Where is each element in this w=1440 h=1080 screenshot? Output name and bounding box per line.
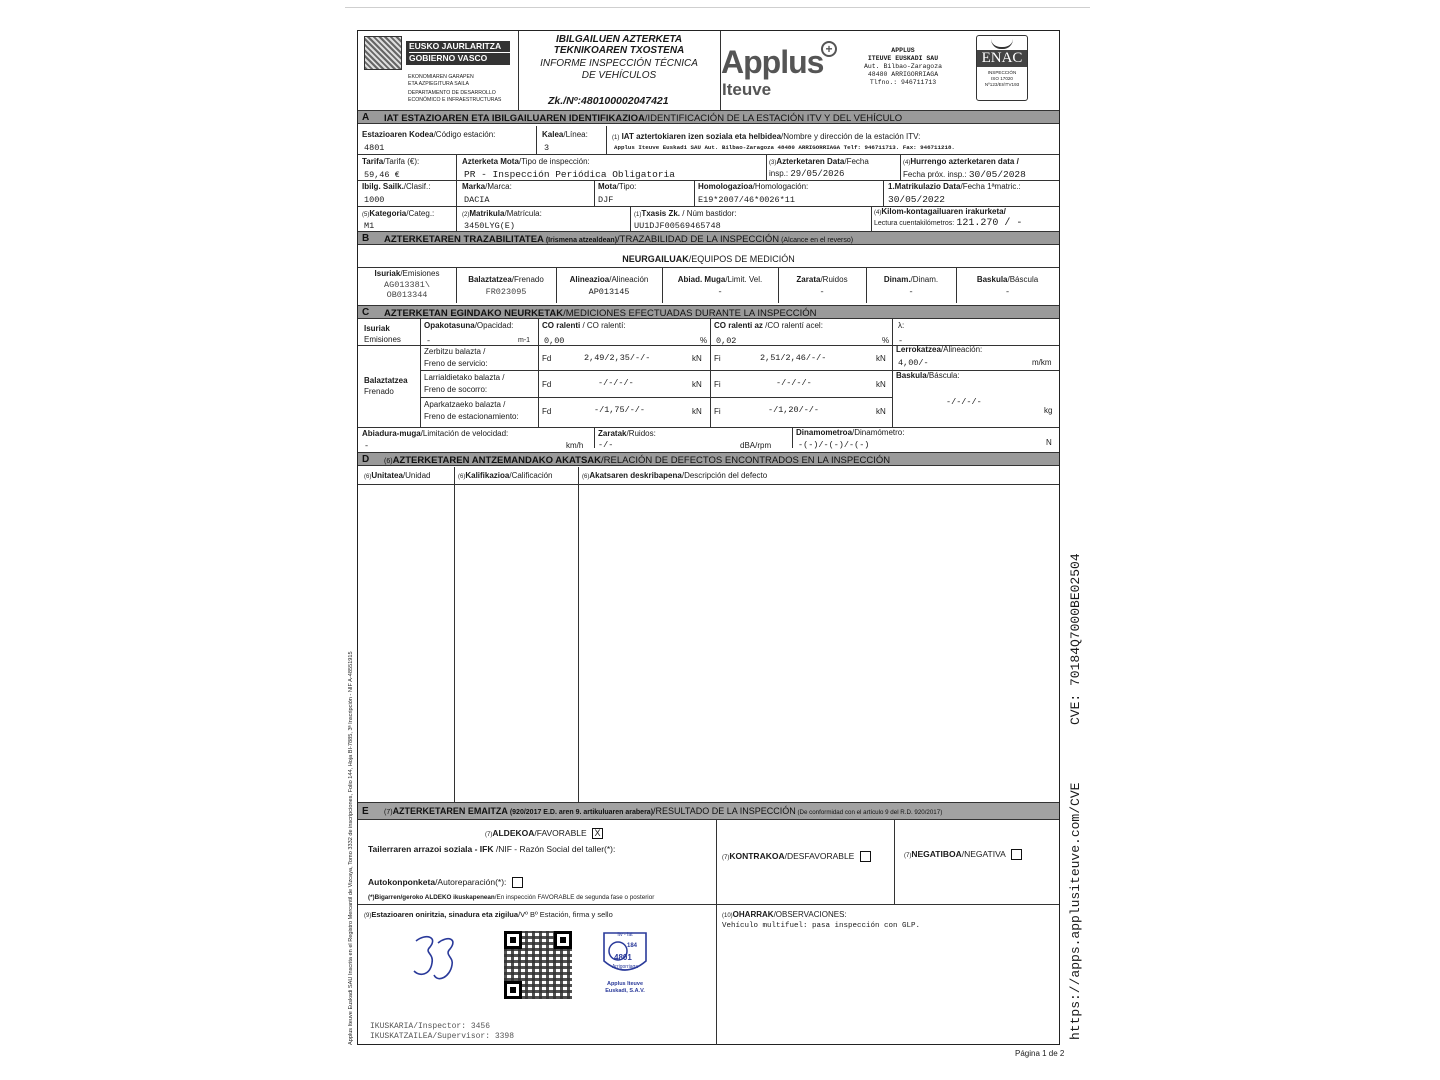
make-value: DACIA xyxy=(464,195,490,205)
section-a-letter: A xyxy=(362,112,370,123)
inspection-date-label: (3)Azterketaren Data/Fecha xyxy=(769,157,869,166)
gov-line1: EUSKO JAURLARITZA xyxy=(409,41,510,53)
station-name-value: Applus Iteuve Euskadi SAU Aut. Bilbao-Zaragoza 48480 ARRIGORRIAGA Telf: 946711713. Fax: 946711218. xyxy=(614,144,955,151)
km-label: (4)Kilom-kontagailuaren irakurketa/ xyxy=(874,207,1006,216)
homolog-label: Homologazioa/Homologación: xyxy=(698,182,809,191)
line-value: 3 xyxy=(544,143,550,153)
section-b-bar xyxy=(358,231,1059,245)
enac-details xyxy=(977,70,1027,88)
eq-dyn-label: Dinam./Dinam. xyxy=(883,275,939,284)
service-fd-label: Fd xyxy=(542,354,552,363)
parking-fd-value: -/1,75/-/- xyxy=(594,405,646,415)
scan-edge-line xyxy=(345,7,1090,8)
company-1: APPLUS xyxy=(891,47,915,54)
lambda-label: λ: xyxy=(898,321,905,330)
company-4: 48480 ARRIGORRIAGA xyxy=(867,71,939,78)
service-fd-value: 2,49/2,35/-/- xyxy=(584,353,651,363)
equipment-title: NEURGAILUAK/EQUIPOS DE MEDICIÓN xyxy=(622,254,795,264)
stamp-num1: 184 xyxy=(627,943,638,949)
parking-brake-label-es: Freno de estacionamiento: xyxy=(424,412,519,421)
speed-limit-label: Abiadura-muga/Limitación de velocidad: xyxy=(362,429,509,438)
section-c-letter: C xyxy=(362,307,370,318)
url-side-text[interactable] xyxy=(1068,783,1083,1040)
scale-unit: kg xyxy=(1044,406,1053,415)
eq-scale-label: Baskula/Báscula xyxy=(976,275,1039,284)
signature-icon xyxy=(408,931,464,989)
cve-side-text xyxy=(1068,553,1083,725)
emergency-fd-value: -/-/-/- xyxy=(598,378,634,388)
applus-logo xyxy=(721,39,841,103)
c-brake-label-eu: Balaztatzea xyxy=(364,376,408,385)
registration-date-label: 1.Matrikulazio Data/Fecha 1ªmatric.: xyxy=(888,182,1021,191)
plus-sign: + xyxy=(825,42,833,56)
defects-unit-header: (6)Unitatea/Unidad xyxy=(364,471,431,480)
opacity-label: Opakotasuna/Opacidad: xyxy=(424,321,514,330)
gov-dept xyxy=(408,74,501,103)
company-address xyxy=(843,47,963,87)
observations-label: (10)OHARRAK/OBSERVACIONES: xyxy=(722,910,847,919)
service-fi-unit: kN xyxy=(876,354,886,363)
emergency-brake-label-eu: Larrialdietako balazta / xyxy=(424,373,505,382)
eq-dyn-value: - xyxy=(908,287,914,297)
c-brake-label-es: Frenado xyxy=(364,387,394,396)
plate-value: 3450LYG(E) xyxy=(464,221,516,231)
next-date-row: Fecha próx. insp.: 30/05/2028 xyxy=(903,169,1026,180)
alignment-label: Lerrokatzea/Alineación: xyxy=(896,345,983,354)
noise-label: Zaratak/Ruidos: xyxy=(598,429,656,438)
section-e-bar xyxy=(358,802,1059,820)
section-a-title xyxy=(384,113,902,124)
self-repair-checkbox[interactable] xyxy=(512,877,523,888)
tariff-value: 59,46 € xyxy=(364,170,400,180)
alignment-unit: m/km xyxy=(1032,358,1052,367)
title-eu-2: TEKNIKOAREN TXOSTENA xyxy=(553,45,685,56)
inspection-type-value: PR - Inspección Periódica Obligatoria xyxy=(464,169,675,180)
eq-emissions-1: AG013381\ xyxy=(384,280,430,290)
inspector-id: IKUSKARIA/Inspector: 3456 xyxy=(370,1022,491,1031)
defects-qual-header: (6)Kalifikazioa/Calificación xyxy=(458,471,553,480)
model-label: Mota/Tipo: xyxy=(598,182,637,191)
defects-desc-header: (6)Akatsaren deskribapena/Descripción del defecto xyxy=(582,471,768,480)
c-emissions-label-eu: Isuriak xyxy=(364,324,390,333)
section-e-letter: E xyxy=(362,806,369,817)
vin-value: UU1DJF00569465748 xyxy=(634,221,721,231)
dynamometer-label: Dinamometroa/Dinamómetro: xyxy=(796,428,905,437)
favorable-checkbox[interactable]: X xyxy=(592,828,603,839)
co-unit: % xyxy=(700,336,708,345)
km-value: 121.270 / - xyxy=(956,218,1023,229)
station-code-value: 4801 xyxy=(364,143,385,153)
service-fi-label: Fi xyxy=(714,354,721,363)
enac-emblem-icon xyxy=(991,39,1013,49)
eq-align-value: AP013145 xyxy=(588,287,630,297)
registry-text: Applus Iteuve Euskadi SAU Inscrita en el Registro Mercantil de Vizcaya, Tomo 3332 de inscripciones, Folio 144, Hoja BI-7885, 3ª Inscripción - NIF A-48551915 xyxy=(348,651,354,1045)
co-value: 0,00 xyxy=(544,336,565,346)
enac-3: Nº123/EI/ITV193 xyxy=(984,82,1020,87)
parking-fd-unit: kN xyxy=(692,407,702,416)
dynamometer-unit: N xyxy=(1046,438,1052,447)
negative-checkbox[interactable] xyxy=(1011,849,1022,860)
negative-option[interactable]: (7)NEGATIBOA/NEGATIVA xyxy=(904,849,1022,860)
tariff-label: Tarifa/Tarifa (€): xyxy=(362,157,420,166)
co-accel-value: 0,02 xyxy=(716,336,737,346)
observations-value: Vehículo multifuel: pasa inspección con GLP. xyxy=(722,922,921,930)
company-3: Aut. Bilbao-Zaragoza xyxy=(863,63,942,70)
service-brake-label-es: Freno de servicio: xyxy=(424,359,488,368)
service-brake-label-eu: Zerbitzu balazta / xyxy=(424,347,486,356)
title-es-1: INFORME INSPECCIÓN TÉCNICA xyxy=(540,58,698,69)
inspection-date-value: 29/05/2026 xyxy=(790,169,845,179)
title-es-2: DE VEHÍCULOS xyxy=(581,70,657,81)
emergency-fi-unit: kN xyxy=(876,380,886,389)
emergency-fi-value: -/-/-/- xyxy=(776,378,812,388)
section-b-letter: B xyxy=(362,233,370,244)
enac-text: ENAC xyxy=(977,50,1027,67)
eq-scale-value: - xyxy=(1004,287,1011,297)
category-value: M1 xyxy=(364,221,375,231)
eq-emissions-label: Isuriak/Emisiones xyxy=(374,269,440,278)
gov-name-box xyxy=(406,41,510,65)
inspection-type-label: Azterketa Mota/Tipo de inspección: xyxy=(462,157,590,166)
parking-fi-unit: kN xyxy=(876,407,886,416)
line-label: Kalea/Línea: xyxy=(542,130,588,139)
plate-label: (2)Matrikula/Matrícula: xyxy=(462,209,542,218)
vin-label: (1)Txasis Zk. / Núm bastidor: xyxy=(634,209,737,218)
section-c-bar xyxy=(358,305,1059,319)
model-value: DJF xyxy=(598,195,614,205)
inspection-date-row: insp.: 29/05/2026 xyxy=(769,169,845,179)
parking-brake-label-eu: Aparkatzaeko balazta / xyxy=(424,400,506,409)
emergency-fi-label: Fi xyxy=(714,380,721,389)
report-number xyxy=(548,95,669,107)
iteuve-wordmark: Iteuve xyxy=(722,80,772,99)
dept2-b: ECONÓMICO E INFRAESTRUCTURAS xyxy=(408,96,502,103)
eq-brake-value: FR023095 xyxy=(485,287,527,297)
eq-align-label: Alineazioa/Alineación xyxy=(569,275,649,284)
title-eu-1: IBILGAILUEN AZTERKETA xyxy=(555,34,683,45)
service-fi-value: 2,51/2,46/-/- xyxy=(760,353,827,363)
inspection-form xyxy=(357,30,1060,1045)
company-5: Tlfno.: 946711713 xyxy=(869,79,937,86)
defects-body xyxy=(358,485,1059,802)
header xyxy=(358,31,1059,110)
opacity-value: - xyxy=(426,336,432,346)
section-c-title: AZTERKETAN EGINDAKO NEURKETAK/MEDICIONES EFECTUADAS DURANTE LA INSPECCIÓN xyxy=(384,307,817,319)
opacity-unit: m-1 xyxy=(518,337,531,344)
dynamometer-value: -(-)/-(-)/-(-) xyxy=(798,440,870,450)
cve-url-link[interactable]: https://apps.applusiteuve.com/CVE xyxy=(1068,782,1083,1040)
workshop-label: Tailerraren arrazoi soziala - IFK /NIF - Razón Social del taller(*): xyxy=(368,844,616,854)
km-row: Lectura cuentakilómetros: 121.270 / - xyxy=(874,218,1023,229)
emergency-fd-label: Fd xyxy=(542,380,552,389)
eq-noise-label: Zarata/Ruidos xyxy=(796,275,848,284)
cve-code: CVE: 70184Q7000BE02504 xyxy=(1068,553,1083,725)
eq-speed-label: Abiad. Muga/Limit. Vel. xyxy=(677,275,763,284)
section-d-bar xyxy=(358,452,1059,466)
noise-unit: dBA/rpm xyxy=(740,441,772,450)
parking-fi-label: Fi xyxy=(714,407,721,416)
co-accel-unit: % xyxy=(882,336,890,345)
class-label: Ibilg. Sailk./Clasif.: xyxy=(362,182,431,191)
category-label: (5)Kategoria/Categ.: xyxy=(362,209,435,218)
gov-crest-icon xyxy=(364,36,402,70)
section-a-title-es: /IDENTIFICACIÓN DE LA ESTACIÓN ITV Y DEL VEHÍCULO xyxy=(644,112,903,124)
alignment-value: 4,00/- xyxy=(898,358,929,368)
stamp-top-text: Itv - Iat xyxy=(617,932,633,938)
section-b-title: AZTERKETAREN TRAZABILITATEA (Irismena atzealdean)/TRAZABILIDAD DE LA INSPECCIÓN (Alcance en el reverso) xyxy=(384,233,854,245)
scale-value: -/-/-/- xyxy=(946,397,982,407)
stamp-bottom-2: Euskadi, S.A.V. xyxy=(605,988,645,994)
second-phase-note: (*)Bigarren/geroko ALDEKO ikuskapenean/En inspección FAVORABLE de segunda fase o posterior xyxy=(368,894,655,901)
co-label: CO ralenti / CO ralentí: xyxy=(542,321,626,330)
company-2: ITEUVE EUSKADI SAU xyxy=(867,55,939,62)
enac-1: INSPECCIÓN xyxy=(987,70,1017,75)
homolog-value: E19*2007/46*0026*11 xyxy=(698,195,795,205)
eq-noise-value: - xyxy=(819,287,825,297)
scale-label: Baskula/Báscula: xyxy=(896,371,960,380)
dept2-a: DEPARTAMENTO DE DESARROLLO xyxy=(408,90,496,96)
noise-value: -/- xyxy=(598,440,614,450)
next-date-value: 30/05/2028 xyxy=(968,169,1026,180)
class-value: 1000 xyxy=(364,195,385,205)
number-value: 480100002047421 xyxy=(581,95,669,107)
enac-badge xyxy=(976,35,1028,101)
c-emissions-label-es: Emisiones xyxy=(364,335,401,344)
supervisor-id: IKUSKATZAILEA/Supervisor: 3398 xyxy=(370,1032,515,1041)
gov-line2: GOBIERNO VASCO xyxy=(409,53,488,63)
section-a-title-eu: IAT ESTAZIOAREN ETA IBILGAILUAREN IDENTIFIKAZIOA xyxy=(384,112,645,124)
service-fd-unit: kN xyxy=(692,354,702,363)
unfavorable-checkbox[interactable] xyxy=(860,851,871,862)
dept1-b: ETA AZPIEGITURA SAILA xyxy=(408,80,470,87)
enac-2: ISO 17020 xyxy=(991,76,1013,81)
plus-badge-icon xyxy=(821,41,837,57)
unfavorable-option[interactable]: (7)KONTRAKOA/DESFAVORABLE xyxy=(722,851,871,862)
station-stamp xyxy=(594,931,656,1001)
number-label: Zk./Nº: xyxy=(548,95,582,107)
speed-limit-value: - xyxy=(364,441,370,451)
qr-code[interactable] xyxy=(504,931,572,999)
registry-side-text xyxy=(348,651,354,1045)
parking-fi-value: -/1,20/-/- xyxy=(768,405,820,415)
page-number: Página 1 de 2 xyxy=(1015,1049,1065,1058)
stamp-bottom-1: Applus Iteuve xyxy=(606,981,644,987)
section-d-letter: D xyxy=(362,454,370,465)
emergency-brake-label-es: Freno de socorro: xyxy=(424,385,488,394)
lambda-value: - xyxy=(898,336,904,346)
section-d-title: (6)AZTERKETAREN ANTZEMANDAKO AKATSAK/RELACIÓN DE DEFECTOS ENCONTRADOS EN LA INSPECCIÓN xyxy=(384,454,891,466)
eq-emissions-2: OB013344 xyxy=(386,290,428,300)
dept1-a: EKONOMIAREN GARAPEN xyxy=(408,74,474,80)
make-label: Marka/Marca: xyxy=(462,182,512,191)
self-repair-option[interactable]: Autokonponketa/Autoreparación(*): xyxy=(368,877,523,888)
station-name-label: (1) IAT aztertokiaren izen soziala eta helbidea/Nombre y dirección de la estación ITV: xyxy=(612,132,921,141)
stamp-city: Arrigorriaga xyxy=(611,964,639,970)
station-approval-label: (9)Estazioaren oniritzia, sinadura eta zigilua/Vº Bº Estación, firma y sello xyxy=(364,910,613,919)
co-accel-label: CO ralenti az /CO ralentí acel: xyxy=(714,321,823,330)
eq-brake-label: Balaztatzea/Frenado xyxy=(468,275,544,284)
parking-fd-label: Fd xyxy=(542,407,552,416)
favorable-option[interactable]: (7)ALDEKOA/FAVORABLE X xyxy=(485,828,603,839)
registration-date-value: 30/05/2022 xyxy=(888,194,946,205)
applus-wordmark: Applus xyxy=(721,44,824,80)
next-date-label: (4)Hurrengo azterketaren data / xyxy=(903,157,1019,166)
stamp-num2: 4801 xyxy=(614,953,632,962)
section-e-title: (7)AZTERKETAREN EMAITZA (920/2017 E.D. aren 9. artikuluaren arabera)/RESULTADO DE LA INSPECCIÓN (De conformidad con el artículo 9 del R.D. 920/2017) xyxy=(384,806,943,816)
eq-speed-value: - xyxy=(717,287,723,297)
speed-limit-unit: km/h xyxy=(566,441,584,450)
station-code-label: Estazioaren Kodea/Código estación: xyxy=(362,130,496,139)
report-title xyxy=(518,34,720,82)
section-a-bar xyxy=(358,110,1059,124)
emergency-fd-unit: kN xyxy=(692,380,702,389)
